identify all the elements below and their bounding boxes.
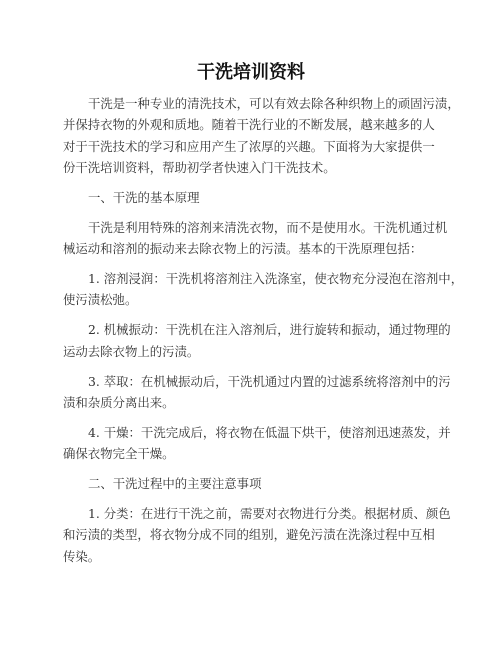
- note-1-line-3: 传染。: [63, 549, 101, 564]
- step-3-line-2: 渍和杂质分离出来。: [63, 395, 175, 410]
- note-1-line-2: 和污渍的类型，将衣物分成不同的组别，避免污渍在洗涤过程中互相: [63, 527, 435, 542]
- step-2-line-2: 运动去除衣物上的污渍。: [63, 344, 200, 359]
- intro-line-3: 对于干洗技术的学习和应用产生了浓厚的兴趣。下面将为大家提供一: [63, 139, 435, 154]
- document-title: 干洗培训资料: [197, 62, 305, 83]
- section-heading-2: 二、干洗过程中的主要注意事项: [88, 476, 262, 491]
- intro-line-2: 并保持衣物的外观和质地。随着干洗行业的不断发展，越来越多的人: [63, 117, 435, 132]
- step-3-line-1: 3. 萃取：在机械振动后，干洗机通过内置的过滤系统将溶剂中的污: [88, 374, 451, 389]
- step-2-line-1: 2. 机械振动：干洗机在注入溶剂后，进行旋转和振动，通过物理的: [88, 322, 451, 337]
- step-1-line-1: 1. 溶剂浸润：干洗机将溶剂注入洗涤室，使衣物充分浸泡在溶剂中，: [88, 271, 464, 286]
- step-1-line-2: 使污渍松弛。: [63, 292, 138, 307]
- step-4-line-1: 4. 干燥：干洗完成后，将衣物在低温下烘干，使溶剂迅速蒸发，并: [88, 425, 451, 440]
- intro-line-4: 份干洗培训资料，帮助初学者快速入门干洗技术。: [63, 160, 336, 175]
- intro-line-1: 干洗是一种专业的清洗技术，可以有效去除各种织物上的顽固污渍，: [88, 96, 460, 111]
- principle-line-2: 械运动和溶剂的振动来去除衣物上的污渍。基本的干洗原理包括：: [63, 241, 423, 256]
- section-heading-1: 一、干洗的基本原理: [88, 190, 200, 205]
- note-1-line-1: 1. 分类：在进行干洗之前，需要对衣物进行分类。根据材质、颜色: [88, 506, 451, 521]
- principle-line-1: 干洗是利用特殊的溶剂来清洗衣物，而不是使用水。干洗机通过机: [88, 220, 448, 235]
- step-4-line-2: 确保衣物完全干燥。: [63, 446, 175, 461]
